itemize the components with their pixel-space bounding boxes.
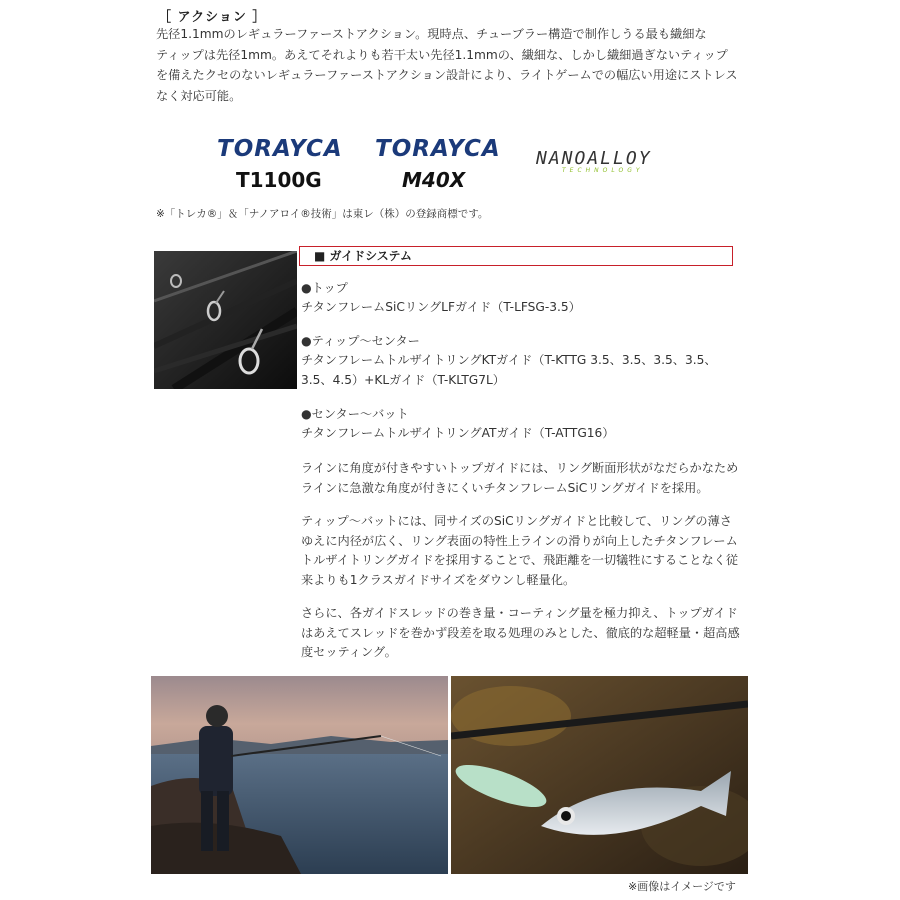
- guide-paragraph-3: [301, 604, 740, 663]
- angler-photo: [151, 676, 448, 874]
- action-line: を備えたクセのないレギュラーファーストアクション設計により、ライトゲームでの幅広い用途にストレス: [156, 68, 738, 82]
- guide-center-line: チタンフレームトルザイトリングATガイド（T-ATTG16）: [301, 426, 615, 440]
- action-heading: ［ アクション ］: [158, 10, 267, 25]
- guide-tip-center-title: ●ティップ～センター: [301, 334, 420, 348]
- guide-tip-line: チタンフレームトルザイトリングKTガイド（T-KTTG 3.5、3.5、3.5、3.5、: [301, 353, 717, 367]
- action-line: なく対応可能。: [156, 88, 242, 103]
- guide-top-line: チタンフレームSiCリングLFガイド（T-LFSG-3.5）: [301, 300, 581, 314]
- torayca-logo: TORAYCA: [217, 136, 343, 162]
- paragraph-line: ティップ～バットには、同サイズのSiCリングガイドと比較して、リングの薄さ: [301, 514, 732, 528]
- guide-center-butt-title: ●センター～バット: [301, 407, 409, 421]
- paragraph-line: 来よりも1クラスガイドサイズをダウンし軽量化。: [301, 572, 576, 587]
- nanoalloy-logo: NANOALLOY: [536, 148, 652, 169]
- fish-catch-photo: [451, 676, 748, 874]
- action-line: 先径1.1mmのレギュラーファーストアクション。現時点、チューブラー構造で制作しうる最も繊細な: [156, 27, 707, 41]
- guide-paragraph-2: [301, 512, 738, 590]
- torayca-logo-2: TORAYCA: [375, 136, 501, 162]
- guide-top-body: [301, 298, 581, 318]
- guide-top-title: ●トップ: [301, 281, 348, 295]
- paragraph-line: 度セッティング。: [301, 645, 397, 659]
- guide-center-butt-body: [301, 424, 615, 444]
- guide-photo: [154, 251, 297, 389]
- torayca-m40x-label: M40X: [402, 168, 466, 192]
- nanoalloy-technology-label: TECHNOLOGY: [562, 167, 644, 174]
- image-note: ※画像はイメージです: [628, 880, 736, 893]
- angler-fishing-image: [151, 676, 448, 874]
- action-description: [156, 24, 746, 106]
- paragraph-line: ラインに急激な角度が付きにくいチタンフレームSiCリングガイドを採用。: [301, 480, 709, 495]
- paragraph-line: ラインに角度が付きやすいトップガイドには、リング断面形状がなだらかなため: [301, 461, 739, 475]
- rod-guide-image: [154, 251, 297, 389]
- guide-tip-line: 3.5、4.5）+KLガイド（T-KLTG7L）: [301, 372, 505, 387]
- paragraph-line: さらに、各ガイドスレッドの巻き量・コーティング量を極力抑え、トップガイド: [301, 606, 738, 620]
- action-line: ティップは先径1mm。あえてそれよりも若干太い先径1.1mmの、繊細な、しかし繊細過ぎないティップ: [156, 47, 728, 62]
- guide-system-header: ■ ガイドシステム: [299, 246, 733, 266]
- guide-tip-center-body: [301, 351, 717, 390]
- torayca-t1100g-label: T1100G: [236, 168, 322, 192]
- paragraph-line: トルザイトリングガイドを採用することで、飛距離を一切犠牲にすることなく従: [301, 553, 739, 567]
- paragraph-line: ゆえに内径が広く、リング表面の特性上ラインの滑りが向上したチタンフレーム: [301, 533, 738, 548]
- trademark-note: ※「トレカ®」＆「ナノアロイ®技術」は東レ（株）の登録商標です。: [156, 208, 489, 220]
- fish-and-lure-image: [451, 676, 748, 874]
- guide-paragraph-1: [301, 459, 738, 498]
- paragraph-line: はあえてスレッドを巻かず段差を取る処理のみとした、徹底的な超軽量・超高感: [301, 625, 740, 640]
